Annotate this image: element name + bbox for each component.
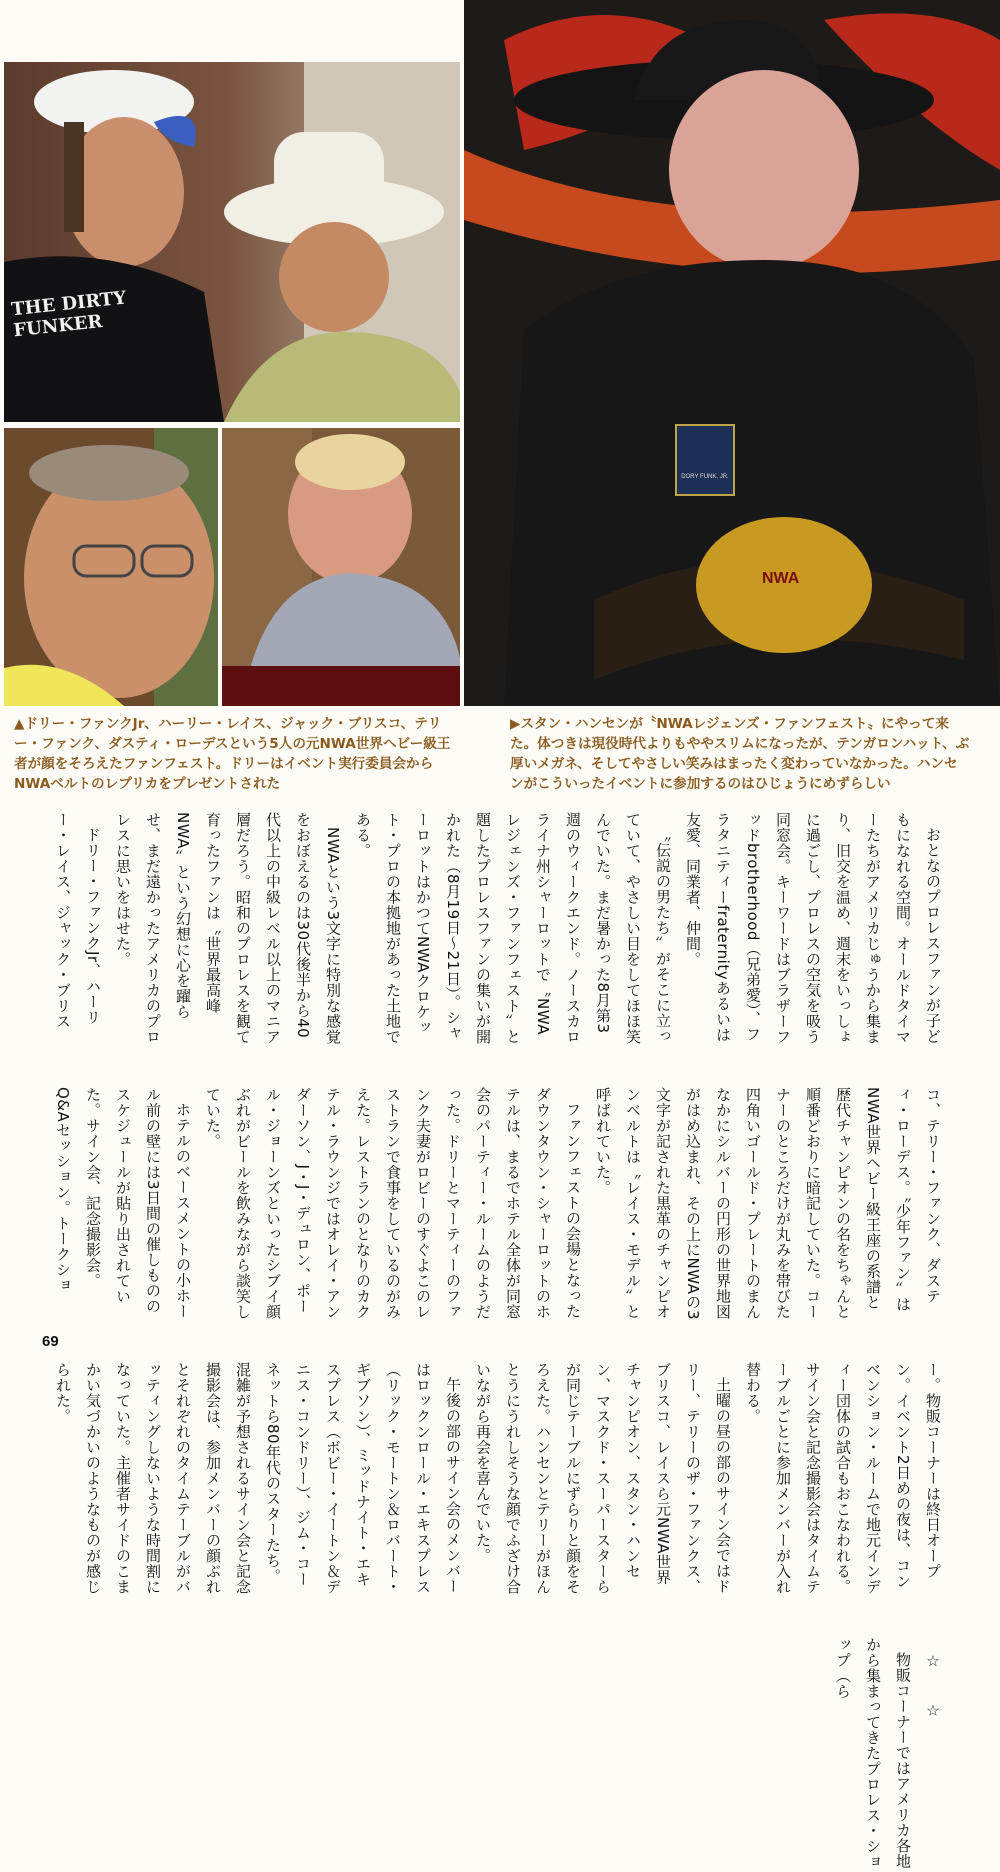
photo-top-left-image: [4, 62, 460, 422]
photo-bottom-left: [4, 428, 218, 706]
page-number: 69: [42, 1333, 59, 1350]
badge-text: DORY FUNK, JR.: [681, 474, 729, 480]
photo-bottom-left-image: [4, 428, 218, 706]
body-paragraph: 午後の部のサイン会のメンバーはロックンロール・エキスプレス（リック・モートン＆ロバート・ギブソン）、ミッドナイト・エキスプレス（ボビー・イートン＆デニス・コンドリー）、ジム・コーネットら80年代のスターたち。混雑が予想されるサイン会と記念撮影会は、参加メンバーの顔ぶれとそれぞれのタイムテーブルがバッティングしないような時間割になっていた。主催者サイドのこまかい気づかいのようなものが感じられた。: [54, 1362, 462, 1595]
photo-main-image: [464, 0, 1000, 706]
photo-bottom-middle-image: [222, 428, 460, 706]
photo-top-left: [4, 62, 460, 422]
body-paragraph: NWAという3文字に特別な感覚をおぼえるのは30代後半から40代以上の中級レベル以上のマニア層だろう。昭和のプロレスを観て育ったファンは〝世界最高峰NWA〟という幻想に心を躍らせ、まだ遠かったアメリカのプロレスに思いをはせた。: [114, 812, 342, 1045]
photo-main: [464, 0, 1000, 706]
body-paragraph: おとなのプロレスファンが子どもになれる空間。オールドタイマーたちがアメリカじゅうから集まり、旧交を温め、週末をいっしょに過ごし、プロレスの空気を吸う同窓会。キーワードはブラザーフッドbrotherhood（兄弟愛）、フラタニティーfraternityあるいは友愛、同業者、仲間。: [684, 812, 942, 1045]
caption-right: [510, 714, 970, 794]
caption-left: [14, 714, 459, 794]
caption-right-text: ▶スタン・ハンセンが〝NWAレジェンズ・ファンフェスト〟にやって来た。体つきは現役時代よりもややスリムになったが、テンガロンハット、ぶ厚いメガネ、そしてやさしい笑みはまったく変わっていなかった。ハンセンがこういったイベントに参加するのはひじょうにめずらしい: [510, 716, 970, 792]
belt-text: NWA: [762, 570, 800, 587]
body-paragraph: 〝伝説の男たち〟がそこに立っていて、やさしい目をしてほほ笑んでいた。まだ暑かった8月第3週のウィークエンド。ノースカロライナ州シャーロットで〝NWAレジェンズ・ファンフェスト〟と題したプロレスファンの集いが開かれた（8月19日～21日）。シャーロットはかつてNWAクロケット・プロの本拠地があった土地である。: [354, 812, 672, 1045]
shirt-print: THE DIRTY FUNKER: [10, 287, 128, 342]
photo-bottom-middle: [222, 428, 460, 706]
section-break: ☆ ☆: [924, 1652, 942, 1720]
body-paragraph: ドリー・ファンクJr、ハーリー・レイス、ジャック・ブリスコ、テリー・ファンク、ダスティ・ローデス。〝少年ファン〟はNWA世界ヘビー級王座の系譜と歴代チャンピオンの名をちゃんと順番どおりに暗記していた。コーナーのところだけが丸みを帯びた四角いゴールド・プレートのまんなかにシルバーの円形の世界地図がはめ込まれ、その上にNWAの3文字が記された黒革のチャンピオンベルトは〝レイス・モデル〟と呼ばれていた。: [54, 812, 942, 1321]
caption-left-text: ▲ドリー・ファンクJr、ハーリー・レイス、ジャック・ブリスコ、テリー・ファンク、ダスティ・ローデスという5人の元NWA世界ヘビー級王者が顔をそろえたファンフェスト。ドリーはイベント実行委員会からNWAベルトのレプリカをプレゼントされた: [14, 716, 451, 792]
body-paragraph: 土曜の昼の部のサイン会ではドリー、テリーのザ・ファンクス、ブリスコ、レイスら元NWA世界チャンピオン、スタン・ハンセン、マスクド・スーパースターらが同じテーブルにずらりと顔をそろえた。ハンセンとテリーがほんとうにうれしそうな顔でふざけ合いながら再会を喜んでいた。: [474, 1362, 732, 1595]
body-paragraph: 物販コーナーではアメリカ各地から集まってきたプロレス・ショップ（ら: [834, 1637, 912, 1870]
body-paragraph: ホテルのベースメントの小ホール前の壁には3日間の催しもののスケジュールが貼り出されていた。サイン会、記念撮影会。Q&Aセッション。トークショー。物販コーナーは終日オープン。イベント2日めの夜は、コンベンション・ルームで地元インディー団体の試合もおこなわれる。サイン会と記念撮影会はタイムテーブルごとに参加メンバーが入れ替わる。: [54, 1087, 942, 1595]
body-paragraph: ファンフェストの会場となったダウンタウン・シャーロットのホテルは、まるでホテル全体が同窓会のパーティー・ルームのようだった。ドリーとマーティーのファンク夫妻がロビーのすぐよこのレストランで食事をしているのがみえた。レストランのとなりのカクテル・ラウンジではオレイ・アンダーソン、J・J・デュロン、ポール・ジョーンズといったシブイ顔ぶれがビールを飲みながら談笑していた。: [204, 1087, 582, 1320]
